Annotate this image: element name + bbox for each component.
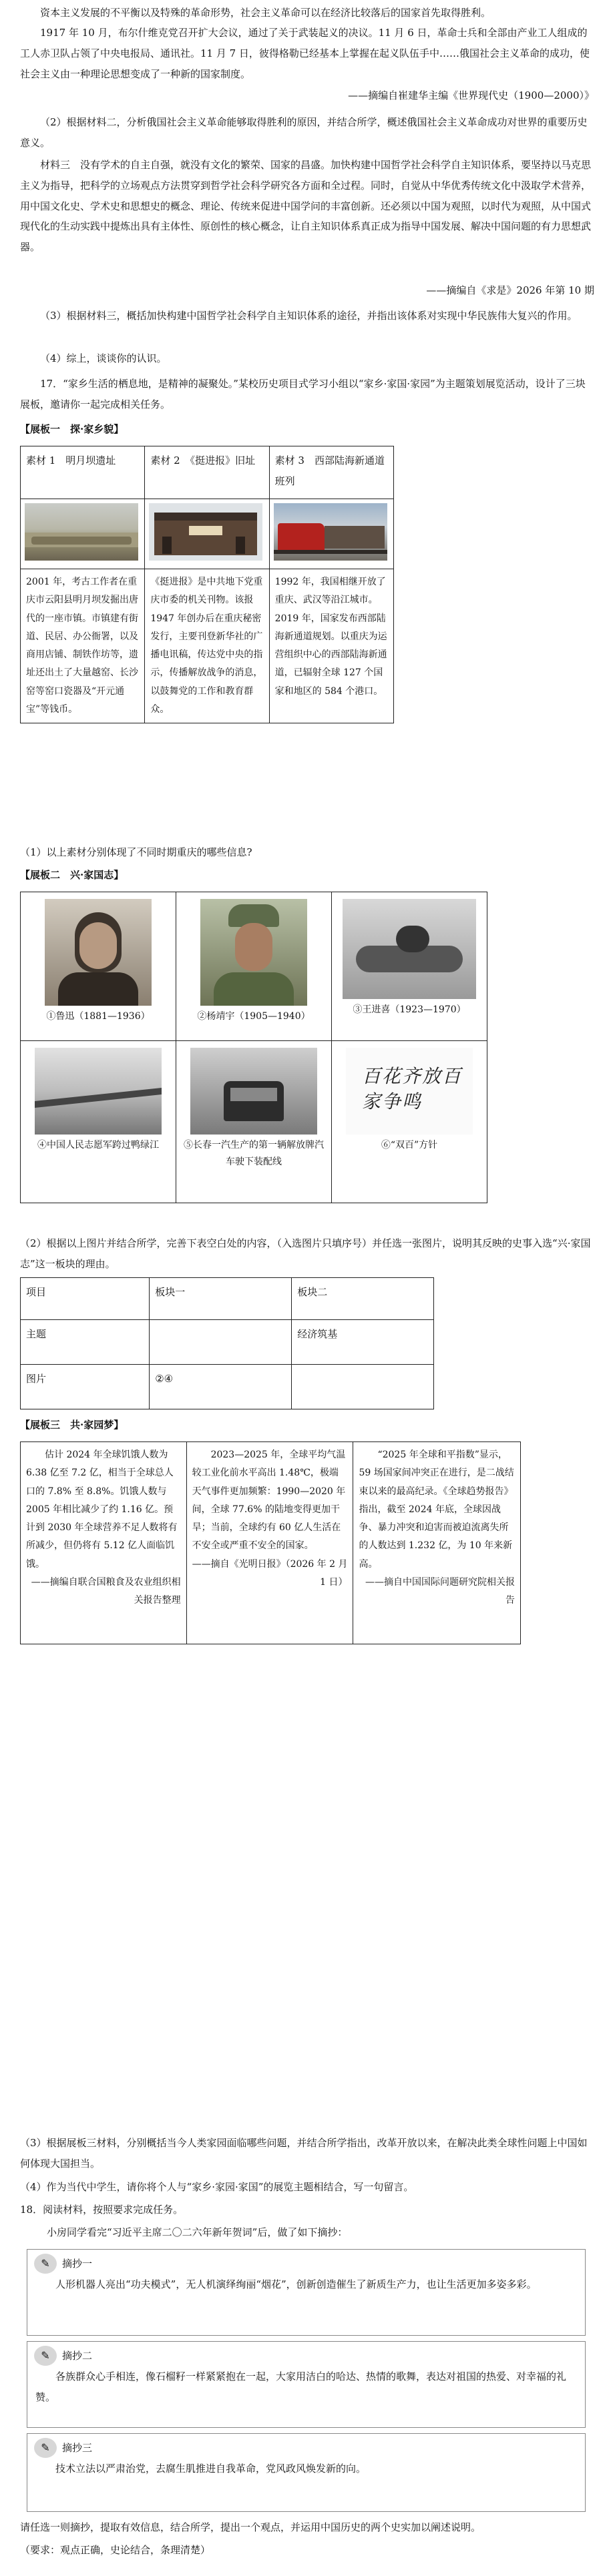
pen-icon: ✎ xyxy=(34,2254,57,2274)
intro-paragraph-2: 1917 年 10 月，布尔什维克党召开扩大会议，通过了关于武装起义的决议。11 月 6 日，革命士兵和全部由产业工人组成的工人赤卫队占领了中央电报局、通讯社。11 月 7 日，彼得格勒已经基本上掌握在起义队伍手中……俄国社会主义革命的成功，使社会主义由一种理论思想变成了一种新的国家制度。 xyxy=(20,27,590,80)
material-text: “2025 年全球和平指数”显示，59 场国家间冲突正在进行，是二战结束以来的最高纪录。《全球趋势报告》指出，截至 2024 年底，全球因战争、暴力冲突和迫害而被迫流离失所的人数达到 1.232 亿，为 10 年来新高。 xyxy=(359,1450,514,1570)
calligraphy-image xyxy=(346,1048,473,1135)
question-18-requirements: （要求：观点正确，史论结合，条理清楚） xyxy=(20,2544,211,2556)
material-3-title: 素材 3 西部陆海新通道班列 xyxy=(269,446,393,499)
portrait-photo xyxy=(200,899,307,1006)
material-3: 材料三 没有学术的自主自强，就没有文化的繁荣、国家的昌盛。加快构建中国哲学社会科学自主知识体系，要坚持以马克思主义为指导，把科学的立场观点方法贯穿到哲学社会科学研究各方面和全过程。同时，自觉从中华优秀传统文化中汲取学术营养，用中国文化史、学术史和思想史的概念、理论、传统来促进中国学问的丰富创新。还必须以中国为观照，以时代为观照，从中国式现代化的生动实践中提炼出具有主体性、原创性的核心概念，让自主知识体系真正成为指导中国发展、解决中国问题的有力思想武器。 xyxy=(20,159,592,253)
question-17-4: （4）作为当代中学生，请你将个人与“家乡·家园·家国”的展览主题相结合，写一句留言。 xyxy=(20,2181,414,2193)
question-18-stem: 18．阅读材料，按照要求完成任务。 xyxy=(20,2204,184,2216)
intro-paragraph-1: 资本主义发展的不平衡以及特殊的革命形势，社会主义革命可以在经济比较落后的国家首先取得胜利。 xyxy=(40,7,491,19)
question-2: （2）根据材料二，分析俄国社会主义革命能够取得胜利的原因，并结合所学，概述俄国社会主义革命成功对世界的重要历史意义。 xyxy=(20,116,588,149)
source-citation: ——摘编自《求是》2026 年第 10 期 xyxy=(426,284,594,296)
pen-icon: ✎ xyxy=(34,2438,57,2458)
source-citation: ——摘自中国国际问题研究院相关报告 xyxy=(365,1577,515,1606)
caption-5: ⑤长春一汽生产的第一辆解放牌汽车驶下装配线 xyxy=(184,1140,324,1168)
source-citation: ——摘编自联合国粮食及农业组织相关报告整理 xyxy=(31,1577,181,1606)
photo-cell xyxy=(21,1041,176,1203)
question-4: （4）综上，谈谈你的认识。 xyxy=(40,352,167,364)
table-cell: 主题 xyxy=(21,1320,150,1365)
train-photo xyxy=(269,499,393,569)
caption-4: ④中国人民志愿军跨过鸭绿江 xyxy=(37,1140,159,1151)
photo-cell xyxy=(332,892,487,1041)
source-citation: ——摘编自崔建华主编《世界现代史（1900—2000）》 xyxy=(348,89,594,101)
material-2-text: 《挺进报》是中共地下党重庆市委的机关刊物。该报 1947 年创办后在重庆秘密发行，主要刊登新华社的广播电讯稿，传达党中央的指示，传播解放战争的消息，以鼓舞党的工作和教育群众。 xyxy=(145,569,269,723)
river-crossing-photo xyxy=(35,1048,162,1135)
oil-worker-photo xyxy=(343,899,476,999)
caption-1: ①鲁迅（1881—1936） xyxy=(46,1011,150,1022)
board-1-title: 【展板一 探·家乡貌】 xyxy=(20,423,124,435)
question-17-1: （1）以上素材分别体现了不同时期重庆的哪些信息? xyxy=(20,846,252,858)
excerpt-3 xyxy=(27,2433,586,2512)
material-text: 估计 2024 年全球饥饿人数为 6.38 亿至 7.2 亿，相当于全球总人口的 7.8% 至 8.8%。饥饿人数与 2005 年相比减少了约 1.16 亿。预计到 2030 年全球营养不足人数将有所减少，但仍将有 5.12 亿人面临饥饿。 xyxy=(26,1450,178,1570)
board-3-material-2 xyxy=(186,1442,353,1644)
excerpt-text: 技术立法以严肃治党，去腐生肌推进自我革命，党风政风焕发新的向。 xyxy=(55,2462,367,2475)
table-cell-blank xyxy=(150,1320,292,1365)
excerpt-text: 人形机器人亮出“功夫模式”，无人机演绎绚丽“烟花”，创新创造催生了新质生产力，也让生活更加多姿多彩。 xyxy=(55,2278,537,2290)
material-text: 2023—2025 年，全球平均气温较工业化前水平高出 1.48℃，极端天气事件更加频繁：1990—2020 年间，全球 77.6% 的陆地变得更加干旱；当前，全球约有 60 亿人生活在不安全或严重不安全的国家。 xyxy=(192,1450,346,1552)
newspaper-building-photo xyxy=(145,499,269,569)
question-17-3: （3）根据展板三材料，分别概括当今人类家园面临哪些问题，并结合所学指出，改革开放以来，在解决此类全球性问题上中国如何体现大国担当。 xyxy=(20,2137,588,2170)
board-3-material-1 xyxy=(21,1442,187,1644)
photo-cell xyxy=(176,1041,332,1203)
question-18-intro: 小房同学看完“习近平主席二〇二六年新年贺词”后，做了如下摘抄： xyxy=(47,2226,348,2238)
excerpt-label: 摘抄二 xyxy=(62,2350,93,2362)
excerpt-2 xyxy=(27,2341,586,2428)
table-cell: ②④ xyxy=(150,1365,292,1409)
board-1-table xyxy=(20,446,394,723)
material-2-title: 素材 2 《挺进报》旧址 xyxy=(145,446,269,499)
site-photo xyxy=(21,499,145,569)
portrait-photo xyxy=(45,899,152,1006)
board-3-title: 【展板三 共·家园梦】 xyxy=(20,1419,124,1431)
calligraphy-text: 百花齐放百家争鸣 xyxy=(362,1065,463,1112)
material-3-text: 1992 年，我国相继开放了重庆、武汉等沿江城市。2019 年，国家发布西部陆海新通道规划。以重庆为运营组织中心的西部陆海新通道，已辐射全球 127 个国家和地区的 584 个港口。 xyxy=(269,569,393,723)
board-2-title: 【展板二 兴·家国志】 xyxy=(20,869,124,881)
table-header: 板块二 xyxy=(292,1278,434,1320)
table-header: 项目 xyxy=(21,1278,150,1320)
caption-3: ③王进喜（1923—1970） xyxy=(353,1004,466,1015)
source-citation: ——摘自《光明日报》（2026 年 2 月 1 日） xyxy=(192,1558,348,1588)
board-2-table xyxy=(20,892,487,1203)
caption-6: ⑥“双百”方针 xyxy=(381,1140,438,1151)
board-3-material-3 xyxy=(353,1442,521,1644)
portrait-cell xyxy=(176,892,332,1041)
question-3: （3）根据材料三，概括加快构建中国哲学社会科学自主知识体系的途径，并指出该体系对实现中华民族伟大复兴的作用。 xyxy=(40,310,578,322)
excerpt-label: 摘抄三 xyxy=(62,2442,93,2454)
table-header: 板块一 xyxy=(150,1278,292,1320)
excerpt-label: 摘抄一 xyxy=(62,2258,93,2270)
excerpt-1 xyxy=(27,2249,586,2336)
fill-in-table xyxy=(20,1277,434,1409)
table-cell: 经济筑基 xyxy=(292,1320,434,1365)
question-17-2: （2）根据以上图片并结合所学，完善下表空白处的内容，（入选图片只填序号）并任选一张图片，说明其反映的史事入选“兴·家国志”这一板块的理由。 xyxy=(20,1237,591,1270)
board-3-table xyxy=(20,1441,521,1644)
excerpt-text: 各族群众心手相连，像石榴籽一样紧紧抱在一起，大家用洁白的哈达、热情的歌舞，表达对祖国的热爱、对幸福的礼赞。 xyxy=(35,2370,567,2403)
portrait-cell xyxy=(21,892,176,1041)
photo-cell xyxy=(332,1041,487,1203)
table-cell: 图片 xyxy=(21,1365,150,1409)
material-1-text: 2001 年，考古工作者在重庆市云阳县明月坝发掘出唐代的一座市镇。市镇建有街道、民居、办公衙署，以及商用店铺、制铁作坊等，遗址还出土了大量越窑、长沙窑等窑口瓷器及“开元通宝”等钱币。 xyxy=(21,569,145,723)
question-18-task: 请任选一则摘抄，提取有效信息，结合所学，提出一个观点，并运用中国历史的两个史实加以阐述说明。 xyxy=(20,2521,481,2533)
caption-2: ②杨靖宇（1905—1940） xyxy=(197,1011,311,1022)
truck-photo xyxy=(190,1048,317,1135)
question-17-stem: 17．“家乡生活的栖息地，是精神的凝聚处。”某校历史项目式学习小组以“家乡·家国·家园”为主题策划展览活动，设计了三块展板，邀请你一起完成相关任务。 xyxy=(20,378,586,410)
pen-icon: ✎ xyxy=(34,2346,57,2366)
material-1-title: 素材 1 明月坝遗址 xyxy=(21,446,145,499)
table-cell-blank xyxy=(292,1365,434,1409)
